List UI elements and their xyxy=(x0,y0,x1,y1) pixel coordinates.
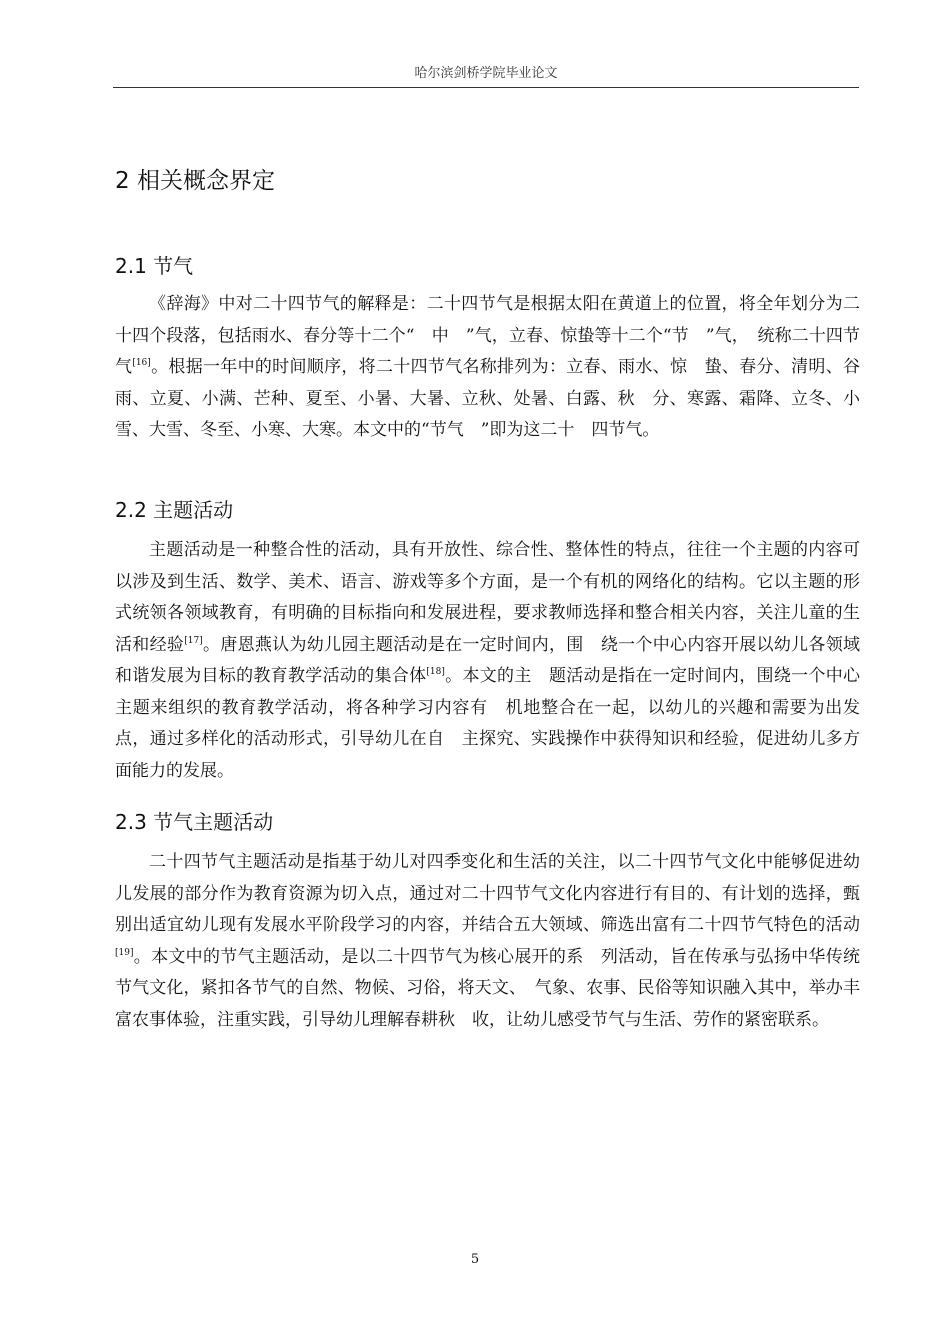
paragraph-text: 。本文的主 题活动是指在一定时间内，围绕一个中心主题来组织的教育教学活动，将各种学习内容有 机地整合在一起，以幼儿的兴趣和需要为出发点，通过多样化的活动形式，引导幼儿在自 主探究、实践操作中获得知识和经验，促进幼儿多方面能力的发展。 xyxy=(115,666,861,781)
citation-ref: [17] xyxy=(184,635,203,646)
section-2-2-paragraph xyxy=(115,535,860,787)
section-heading-2-1: 2.1 节气 xyxy=(115,254,194,278)
paragraph-text: 主题活动是一种整合性的活动，具有开放性、综合性、整体性的特点，往往一个主题的内容可以涉及到生活、数学、美术、语言、游戏等多个方面，是一个有机的网络化的结构。它以主题的形式统领各领域教育，有明确的目标指向和发展进程，要求教师选择和整合相关内容，关注儿童的生活和经验 xyxy=(115,540,860,655)
citation-ref: [19] xyxy=(115,947,134,958)
paragraph-text: 。根据一年中的时间顺序，将二十四节气名称排列为：立春、雨水、惊 蛰、春分、清明、谷雨、立夏、小满、芒种、夏至、小暑、大暑、立秋、处暑、白露、秋 分、寒露、霜降、立冬、小雪、大雪、冬至、小寒、大寒。本文中的“节气 ”即为这二十 四节气。 xyxy=(115,357,861,440)
paragraph-text: 。本文中的节气主题活动，是以二十四节气为核心展开的系 列活动，旨在传承与弘扬中华传统节气文化，紧扣各节气的自然、物候、习俗，将天文、 气象、农事、民俗等知识融入其中，举办丰富农事体验，注重实践，引导幼儿理解春耕秋 收，让幼儿感受节气与生活、劳作的紧密联系。 xyxy=(115,946,860,1030)
page-number: 5 xyxy=(470,1252,480,1267)
citation-ref: [18] xyxy=(426,667,445,677)
section-heading-2-3: 2.3 节气主题活动 xyxy=(115,810,274,834)
paragraph-text: 《辞海》中对二十四节气的解释是：二十四节气是根据太阳在黄道上的位置，将全年划分为二十四个段落，包括雨水、春分等十二个“ 中 ”气，立春、惊蛰等十二个“节 ”气， 统称二十四节气 xyxy=(115,294,860,377)
section-heading-2-2: 2.2 主题活动 xyxy=(115,498,234,522)
citation-ref: [16] xyxy=(132,358,151,368)
section-2-3-paragraph xyxy=(115,847,860,1036)
paragraph-text: 。唐恩燕认为幼儿园主题活动是在一定时间内，围 绕一个中心内容开展以幼儿各领域和谐发展为目标的教育教学活动的集合体 xyxy=(115,634,861,686)
section-2-1-paragraph xyxy=(115,289,860,447)
header-rule xyxy=(113,87,859,88)
paragraph-text: 二十四节气主题活动是指基于幼儿对四季变化和生活的关注，以二十四节气文化中能够促进幼儿发展的部分作为教育资源为切入点，通过对二十四节气文化内容进行有目的、有计划的选择，甄别出适宜幼儿现有发展水平阶段学习的内容，并结合五大领域、筛选出富有二十四节气特色的活动 xyxy=(115,852,860,935)
running-header: 哈尔滨剑桥学院毕业论文 xyxy=(414,66,558,81)
chapter-heading: 2 相关概念界定 xyxy=(115,168,275,194)
